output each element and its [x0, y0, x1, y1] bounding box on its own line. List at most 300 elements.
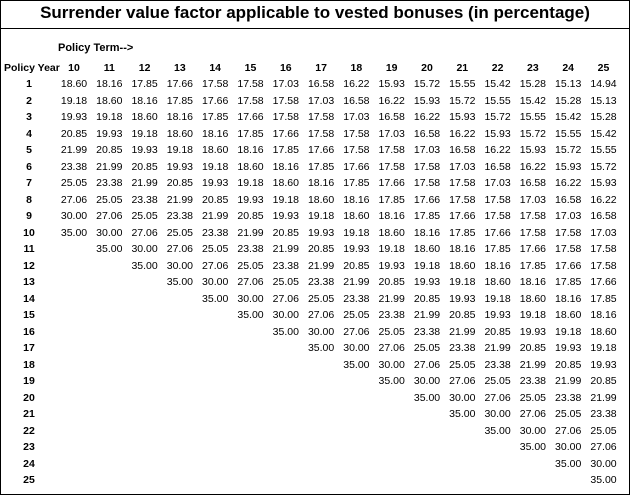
factor-cell: 16.58: [307, 78, 335, 90]
factor-cell: 17.58: [202, 78, 229, 90]
factor-cell: 15.93: [555, 160, 582, 173]
factor-cell: 18.60: [307, 193, 335, 206]
policy-year-cell: 10: [23, 226, 35, 239]
factor-cell: 17.03: [555, 210, 582, 222]
factor-cell: 27.06: [555, 424, 582, 437]
factor-cell: 18.60: [484, 276, 511, 288]
factor-cell: 16.58: [484, 160, 511, 173]
factor-cell: 15.42: [484, 78, 511, 90]
factor-cell: 18.16: [272, 160, 299, 173]
factor-cell: 17.58: [307, 127, 335, 140]
factor-cell: 16.58: [555, 193, 582, 206]
policy-year-header: Policy Year: [4, 62, 60, 74]
factor-cell: 16.22: [449, 127, 476, 140]
factor-cell: 17.85: [484, 243, 511, 255]
factor-cell: 21.99: [237, 226, 264, 239]
term-header: 24: [562, 62, 575, 74]
term-header: 15: [244, 62, 257, 74]
factor-cell: 25.05: [378, 325, 405, 338]
factor-cell: 19.18: [202, 160, 229, 173]
factor-cell: 17.58: [484, 193, 511, 206]
factor-cell: 17.03: [413, 144, 441, 156]
factor-cell: 30.00: [413, 375, 441, 387]
factor-cell: 19.93: [131, 144, 158, 156]
factor-cell: 18.60: [343, 210, 370, 222]
factor-cell: 21.99: [555, 375, 582, 387]
factor-cell: 25.05: [555, 408, 582, 420]
factor-cell: 19.18: [484, 292, 511, 305]
factor-cell: 19.18: [378, 243, 405, 255]
factor-cell: 17.03: [519, 193, 547, 206]
factor-cell: 20.85: [307, 243, 335, 255]
factor-cell: 27.06: [60, 193, 88, 206]
factor-cell: 17.58: [272, 94, 299, 107]
factor-cell: 15.55: [519, 111, 547, 123]
factor-cell: 30.00: [449, 391, 476, 404]
factor-cell: 17.66: [413, 193, 441, 206]
factor-cell: 18.60: [590, 325, 617, 338]
factor-cell: 27.06: [343, 325, 370, 338]
factor-cell: 19.93: [60, 111, 88, 123]
factor-cell: 16.58: [519, 177, 547, 189]
policy-year-cell: 8: [26, 193, 32, 206]
factor-cell: 17.58: [378, 160, 405, 173]
factor-cell: 21.99: [590, 391, 617, 404]
factor-cell: 18.60: [272, 177, 299, 189]
factor-cell: 25.05: [166, 226, 194, 239]
factor-cell: 17.85: [555, 276, 582, 288]
factor-cell: 16.22: [413, 111, 441, 123]
factor-cell: 21.99: [413, 309, 441, 321]
factor-cell: 19.93: [202, 177, 229, 189]
policy-year-cell: 21: [23, 408, 35, 420]
factor-cell: 19.93: [413, 276, 441, 288]
factor-cell: 23.38: [484, 358, 511, 371]
factor-cell: 21.99: [307, 259, 335, 272]
policy-year-cell: 1: [26, 78, 32, 90]
term-header: 13: [174, 62, 186, 74]
factor-cell: 17.58: [449, 177, 476, 189]
factor-cell: 15.72: [519, 127, 547, 140]
factor-cell: 17.66: [202, 94, 229, 107]
factor-cell: 16.22: [343, 78, 370, 90]
factor-cell: 19.18: [413, 259, 441, 272]
factor-cell: 18.16: [484, 259, 511, 272]
factor-cell: 15.28: [519, 78, 547, 90]
factor-cell: 27.06: [484, 391, 511, 404]
factor-cell: 17.03: [343, 111, 370, 123]
title-row: [1, 1, 629, 29]
factor-cell: 17.66: [519, 243, 547, 255]
term-header: 22: [491, 62, 504, 74]
factor-cell: 18.16: [413, 226, 441, 239]
factor-cell: 17.85: [202, 111, 229, 123]
policy-year-cell: 3: [26, 111, 32, 123]
factor-cell: 17.58: [590, 243, 617, 255]
factor-cell: 15.13: [590, 94, 617, 107]
factor-cell: 27.06: [378, 342, 405, 354]
factor-cell: 16.22: [555, 177, 582, 189]
factor-cell: 19.93: [343, 243, 370, 255]
factor-cell: 16.22: [519, 160, 547, 173]
term-header: 16: [279, 62, 292, 74]
factor-cell: 15.42: [590, 127, 617, 140]
factor-cell: 30.00: [343, 342, 370, 354]
term-header: 20: [421, 62, 433, 74]
factor-cell: 17.03: [484, 177, 511, 189]
factor-cell: 19.93: [166, 160, 194, 173]
factor-cell: 30.00: [484, 408, 511, 420]
factor-cell: 17.85: [343, 177, 370, 189]
factor-cell: 17.85: [166, 94, 194, 107]
factor-cell: 25.05: [96, 193, 123, 206]
factor-cell: 20.85: [378, 276, 405, 288]
factor-cell: 15.55: [449, 78, 476, 90]
factor-cell: 25.05: [307, 292, 335, 305]
factor-cell: 17.66: [378, 177, 405, 189]
factor-cell: 27.06: [590, 441, 617, 453]
policy-year-cell: 20: [23, 391, 35, 404]
factor-cell: 35.00: [378, 375, 405, 387]
factor-cell: 19.18: [60, 94, 88, 107]
factor-cell: 25.05: [449, 358, 476, 371]
policy-year-cell: 13: [23, 276, 35, 288]
term-header: 25: [597, 62, 610, 74]
factor-cell: 15.42: [519, 94, 547, 107]
factor-cell: 23.38: [96, 177, 123, 189]
factor-cell: 35.00: [590, 474, 617, 486]
policy-year-cell: 18: [23, 358, 35, 371]
policy-year-cell: 19: [23, 375, 35, 387]
factor-cell: 20.85: [484, 325, 511, 338]
factor-cell: 19.18: [131, 127, 158, 140]
policy-year-cell: 11: [23, 243, 35, 255]
factor-cell: 19.18: [449, 276, 476, 288]
policy-year-cell: 25: [23, 474, 35, 486]
factor-cell: 25.05: [590, 424, 617, 437]
factor-cell: 19.93: [272, 210, 299, 222]
factor-cell: 21.99: [202, 210, 229, 222]
factor-cell: 30.00: [307, 325, 335, 338]
factor-cell: 17.58: [413, 160, 441, 173]
factor-cell: 18.60: [519, 292, 547, 305]
policy-year-cell: 9: [26, 210, 32, 222]
factor-cell: 15.93: [449, 111, 476, 123]
factor-cell: 30.00: [237, 292, 264, 305]
factor-cell: 23.38: [166, 210, 194, 222]
factor-cell: 20.85: [555, 358, 582, 371]
factor-cell: 18.60: [378, 226, 405, 239]
factor-cell: 15.72: [555, 144, 582, 156]
factor-cell: 17.58: [343, 127, 370, 140]
factor-cell: 15.93: [413, 94, 441, 107]
factor-cell: 19.18: [237, 177, 264, 189]
factor-cell: 19.93: [307, 226, 335, 239]
factor-cell: 16.58: [413, 127, 441, 140]
factor-cell: 18.60: [96, 94, 123, 107]
factor-cell: 17.85: [131, 78, 158, 90]
factor-cell: 21.99: [272, 243, 299, 255]
factor-cell: 17.58: [272, 111, 299, 123]
factor-cell: 18.60: [202, 144, 229, 156]
factor-cell: 30.00: [202, 276, 229, 288]
factor-cell: 35.00: [413, 391, 441, 404]
policy-year-cell: 4: [26, 127, 32, 140]
factor-cell: 17.58: [237, 94, 264, 107]
factor-cell: 30.00: [60, 210, 88, 222]
factor-cell: 17.58: [590, 259, 617, 272]
factor-cell: 30.00: [555, 441, 582, 453]
factor-cell: 27.06: [307, 309, 335, 321]
term-header: 18: [350, 62, 363, 74]
factor-cell: 17.85: [413, 210, 441, 222]
factor-cell: 18.60: [449, 259, 476, 272]
factor-cell: 19.93: [555, 342, 582, 354]
factor-cell: 16.58: [590, 210, 617, 222]
factor-cell: 17.85: [519, 259, 547, 272]
policy-year-cell: 14: [23, 292, 35, 305]
policy-year-cell: 23: [23, 441, 35, 453]
factor-cell: 35.00: [484, 424, 511, 437]
factor-cell: 27.06: [96, 210, 123, 222]
factor-cell: 18.16: [378, 210, 405, 222]
factor-cell: 17.85: [590, 292, 617, 305]
factor-cell: 30.00: [272, 309, 299, 321]
policy-year-cell: 24: [23, 457, 35, 470]
factor-cell: 35.00: [166, 276, 194, 288]
factor-cell: 18.60: [166, 127, 194, 140]
factor-cell: 17.85: [272, 144, 299, 156]
factor-cell: 20.85: [519, 342, 547, 354]
factor-cell: 20.85: [343, 259, 370, 272]
factor-cell: 35.00: [202, 292, 229, 305]
term-header: 19: [385, 62, 398, 74]
factor-cell: 17.66: [343, 160, 370, 173]
factor-cell: 17.58: [449, 193, 476, 206]
factor-cell: 15.93: [378, 78, 405, 90]
factor-cell: 16.58: [449, 144, 476, 156]
factor-cell: 21.99: [449, 325, 476, 338]
factor-cell: 17.66: [555, 259, 582, 272]
factor-cell: 16.22: [378, 94, 405, 107]
factor-cell: 18.16: [555, 292, 582, 305]
factor-cell: 20.85: [96, 144, 123, 156]
factor-cell: 35.00: [131, 259, 158, 272]
factor-cell: 27.06: [237, 276, 264, 288]
policy-year-cell: 2: [26, 94, 32, 107]
factor-cell: 17.58: [237, 78, 264, 90]
factor-cell: 15.55: [555, 127, 582, 140]
factor-cell: 18.60: [413, 243, 441, 255]
factor-cell: 27.06: [449, 375, 476, 387]
factor-cell: 17.66: [237, 111, 264, 123]
factor-cell: 20.85: [449, 309, 476, 321]
factor-cell: 23.38: [590, 408, 617, 420]
factor-cell: 30.00: [96, 226, 123, 239]
policy-year-cell: 5: [26, 144, 32, 156]
factor-cell: 25.05: [343, 309, 370, 321]
policy-year-cell: 7: [26, 177, 32, 189]
factor-cell: 15.72: [413, 78, 441, 90]
factor-cell: 17.03: [378, 127, 405, 140]
factor-cell: 16.22: [484, 144, 511, 156]
factor-cell: 30.00: [519, 424, 547, 437]
factor-cell: 23.38: [343, 292, 370, 305]
policy-year-cell: 16: [23, 325, 35, 338]
factor-cell: 19.93: [237, 193, 264, 206]
factor-cell: 17.85: [449, 226, 476, 239]
factor-cell: 25.05: [202, 243, 229, 255]
factor-cell: 23.38: [272, 259, 299, 272]
factor-cell: 27.06: [413, 358, 441, 371]
factor-cell: 30.00: [590, 457, 617, 470]
factor-cell: 16.58: [378, 111, 405, 123]
factor-cell: 25.05: [237, 259, 264, 272]
factor-cell: 17.66: [449, 210, 476, 222]
factor-cell: 17.58: [343, 144, 370, 156]
factor-cell: 18.16: [519, 276, 547, 288]
factor-cell: 23.38: [131, 193, 158, 206]
factor-cell: 20.85: [237, 210, 264, 222]
factor-cell: 19.93: [519, 325, 547, 338]
factor-cell: 18.60: [555, 309, 582, 321]
factor-cell: 18.16: [166, 111, 194, 123]
factor-cell: 23.38: [413, 325, 441, 338]
factor-cell: 18.60: [60, 78, 88, 90]
factor-cell: 20.85: [131, 160, 158, 173]
factor-cell: 18.16: [131, 94, 158, 107]
factor-cell: 15.28: [590, 111, 617, 123]
factor-cell: 23.38: [378, 309, 405, 321]
factor-cell: 23.38: [555, 391, 582, 404]
factor-cell: 25.05: [272, 276, 299, 288]
factor-cell: 18.16: [237, 144, 264, 156]
factor-cell: 35.00: [343, 358, 370, 371]
factor-cell: 18.16: [449, 243, 476, 255]
policy-year-cell: 22: [23, 424, 35, 437]
factor-cell: 35.00: [307, 342, 335, 354]
factor-cell: 19.18: [96, 111, 123, 123]
factor-cell: 25.05: [131, 210, 158, 222]
factor-cell: 21.99: [484, 342, 511, 354]
factor-cell: 21.99: [343, 276, 370, 288]
factor-cell: 17.03: [449, 160, 476, 173]
factor-cell: 30.00: [131, 243, 158, 255]
factor-cell: 16.22: [590, 193, 617, 206]
factor-cell: 27.06: [519, 408, 547, 420]
policy-year-cell: 12: [23, 259, 35, 272]
factor-cell: 17.03: [307, 94, 335, 107]
factor-cell: 35.00: [272, 325, 299, 338]
factor-cell: 15.93: [484, 127, 511, 140]
factor-cell: 35.00: [555, 457, 582, 470]
factor-cell: 19.18: [307, 210, 335, 222]
term-header: 17: [315, 62, 327, 74]
factor-cell: 18.16: [307, 177, 335, 189]
factor-cell: 17.66: [590, 276, 617, 288]
factor-cell: 14.94: [590, 78, 617, 90]
factor-cell: 17.58: [484, 210, 511, 222]
factor-cell: 17.58: [378, 144, 405, 156]
factor-cell: 25.05: [484, 375, 511, 387]
factor-cell: 20.85: [202, 193, 229, 206]
factor-cell: 17.58: [555, 226, 582, 239]
factor-cell: 19.93: [96, 127, 123, 140]
factor-cell: 19.18: [519, 309, 547, 321]
factor-cell: 15.13: [555, 78, 582, 90]
factor-cell: 20.85: [413, 292, 441, 305]
factor-cell: 18.60: [237, 160, 264, 173]
factor-cell: 15.93: [590, 177, 617, 189]
term-header: 21: [456, 62, 469, 74]
factor-cell: 19.18: [272, 193, 299, 206]
table-title: Surrender value factor applicable to vested bonuses (in percentage): [40, 3, 590, 22]
term-header: 14: [209, 62, 222, 74]
factor-cell: 35.00: [60, 226, 88, 239]
factor-cell: 15.42: [555, 111, 582, 123]
factor-cell: 17.85: [307, 160, 335, 173]
factor-cell: 35.00: [96, 243, 123, 255]
factor-cell: 17.85: [378, 193, 405, 206]
factor-cell: 21.99: [166, 193, 194, 206]
policy-year-cell: 15: [23, 309, 35, 321]
factor-cell: 15.72: [484, 111, 511, 123]
factor-cell: 18.60: [131, 111, 158, 123]
factor-cell: 18.16: [590, 309, 617, 321]
factor-cell: 17.03: [272, 78, 299, 90]
factor-cell: 18.16: [96, 78, 123, 90]
policy-term-label: Policy Term-->: [58, 42, 134, 54]
factor-cell: 27.06: [131, 226, 158, 239]
policy-year-cell: 17: [23, 342, 35, 354]
factor-cell: 35.00: [519, 441, 547, 453]
factor-cell: 23.38: [202, 226, 229, 239]
policy-year-cell: 6: [26, 160, 32, 173]
factor-cell: 21.99: [96, 160, 123, 173]
factor-cell: 25.05: [413, 342, 441, 354]
factor-cell: 27.06: [202, 259, 229, 272]
factor-cell: 19.93: [449, 292, 476, 305]
factor-cell: 23.38: [237, 243, 264, 255]
term-header: 12: [138, 62, 151, 74]
factor-cell: 20.85: [272, 226, 299, 239]
factor-cell: 15.72: [449, 94, 476, 107]
factor-cell: 17.58: [307, 111, 335, 123]
factor-cell: 23.38: [60, 160, 88, 173]
factor-cell: 25.05: [519, 391, 547, 404]
factor-cell: 21.99: [131, 177, 158, 189]
factor-cell: 19.18: [343, 226, 370, 239]
term-header: 10: [68, 62, 80, 74]
factor-cell: 19.18: [555, 325, 582, 338]
factor-cell: 19.18: [166, 144, 194, 156]
factor-cell: 23.38: [519, 375, 547, 387]
factor-cell: 15.93: [519, 144, 547, 156]
factor-cell: 19.93: [484, 309, 511, 321]
factor-cell: 17.58: [519, 210, 547, 222]
factor-cell: 23.38: [307, 276, 335, 288]
factor-cell: 21.99: [378, 292, 405, 305]
factor-cell: 17.03: [590, 226, 617, 239]
factor-cell: 30.00: [166, 259, 194, 272]
factor-cell: 20.85: [166, 177, 194, 189]
factor-cell: 18.16: [202, 127, 229, 140]
factor-cell: 17.85: [237, 127, 264, 140]
factor-cell: 19.18: [590, 342, 617, 354]
factor-cell: 17.66: [166, 78, 194, 90]
factor-cell: 25.05: [60, 177, 88, 189]
factor-cell: 21.99: [60, 144, 88, 156]
